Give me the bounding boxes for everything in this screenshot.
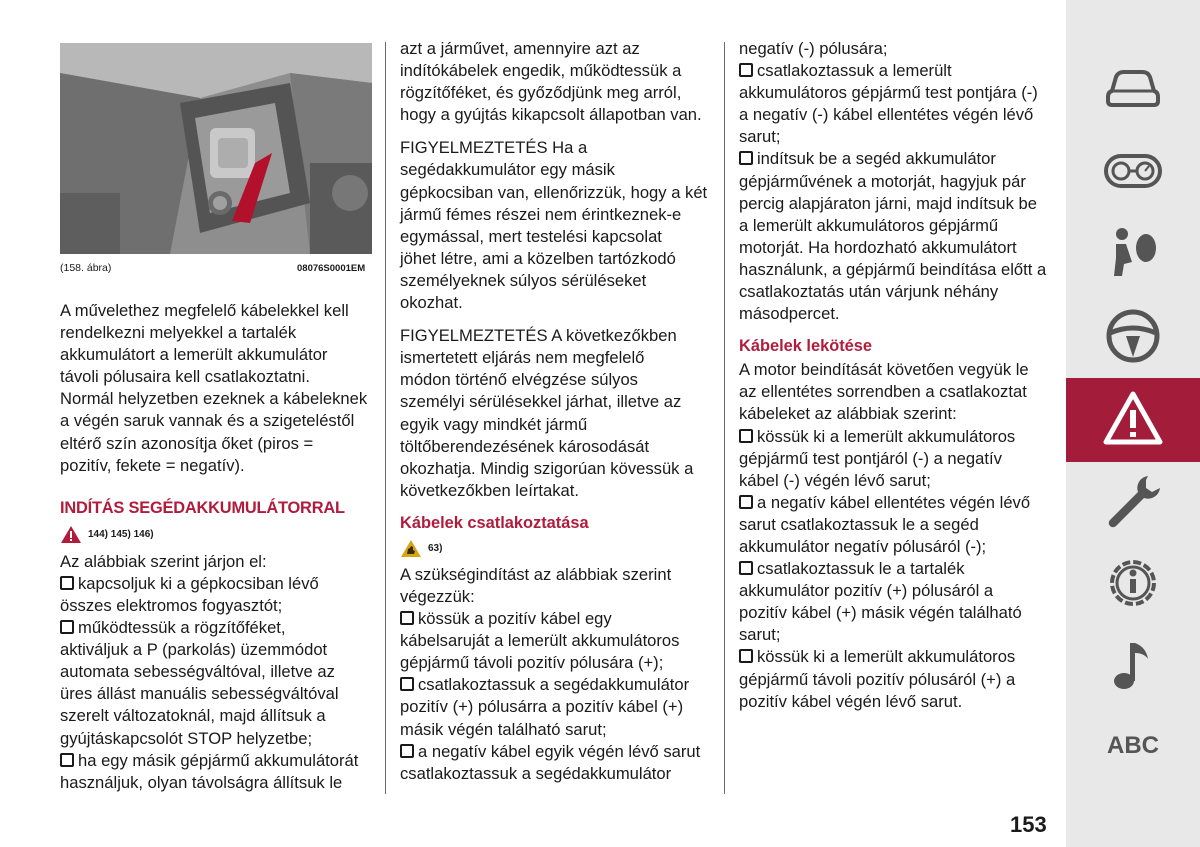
list-item: ha egy másik gépjármű akkumulátorát (60, 750, 375, 772)
text-line: okozhat. (400, 293, 463, 313)
text-line: jármű fémes részei nem érintkeznek-e (400, 204, 682, 224)
caution-hand-icon (400, 539, 422, 558)
text-line: sarut csatlakoztassuk le a segéd (739, 514, 979, 534)
column-2 (400, 38, 715, 785)
subheading-connect: Kábelek csatlakoztatása (400, 513, 589, 532)
text-line: töltőberendezésének károsodását (400, 436, 650, 456)
page-number: 153 (1010, 812, 1047, 837)
text-line: sarut; (739, 127, 781, 147)
text-line: motorját. Ha hordozható akkumulátort (739, 237, 1017, 257)
subheading-disconnect: Kábelek lekötése (739, 337, 873, 356)
text-line: végezzük: (400, 586, 475, 606)
checkbox-bullet-icon (60, 753, 74, 767)
text-line: rögzítőféket, és győződjünk meg arról, (400, 83, 682, 103)
text-line: pozitív kábel végén lévő sarut. (739, 691, 963, 711)
text-line: használjuk, olyan távolságra állítsuk le (60, 772, 343, 792)
steering-wheel-icon[interactable] (1102, 305, 1164, 367)
intro-line: A művelethez megfelelő kábelekkel kell (60, 301, 349, 320)
list-item: a negatív kábel egyik végén lévő sarut (400, 741, 715, 763)
text-line: gépjárművének a motorját, hagyjuk pár (739, 171, 1026, 191)
text-line: hogy a gyújtás kikapcsolt állapotban van. (400, 105, 702, 125)
text-line: üres állást manuális sebességváltóval (60, 684, 339, 704)
column-1 (60, 300, 375, 794)
warning-triangle-icon[interactable] (1102, 388, 1164, 450)
text-line: Az alábbiak szerint járjon el: (60, 551, 267, 571)
text-line: ismertetett eljárás nem megfelelő (400, 348, 645, 368)
text-line: pozitív (+) pólusárra a pozitív kábel (+) (400, 697, 684, 717)
text-line: gépjármű távoli pozitív pólusára (+); (400, 653, 664, 673)
text-line: az ellentétes sorrendben a csatlakoztat (739, 382, 1027, 402)
list-item: csatlakoztassuk a lemerült (739, 60, 1059, 82)
text-line: negatív (-) pólusára; (739, 39, 888, 58)
checkbox-bullet-icon (400, 744, 414, 758)
text-line: másodpercet. (739, 304, 840, 324)
text-line: gyújtáskapcsolót STOP helyzetbe; (60, 728, 313, 748)
section-title: INDÍTÁS SEGÉDAKKUMULÁTORRAL (60, 498, 345, 517)
text-line: egyik vagy mindkét jármű (400, 414, 588, 434)
text-line: szerelt változatoknál, majd állítsuk a (60, 706, 326, 726)
warning-references (60, 523, 375, 547)
airbag-icon[interactable] (1102, 222, 1164, 284)
text-line: kábel (-) végén lévő sarut; (739, 470, 931, 490)
column-3 (739, 38, 1059, 713)
text-line: FIGYELMEZTETÉS A következőkben (400, 326, 677, 346)
text-line: A motor beindítását követően vegyük le (739, 360, 1029, 380)
battery-compartment-illustration (60, 43, 372, 254)
intro-line: távoli pólusaira kell csatlakoztatni. (60, 367, 310, 387)
text-line: okozhatja. Mindig szigorúan kövessük a (400, 458, 694, 478)
list-item: a negatív kábel ellentétes végén lévő (739, 492, 1059, 514)
list-item: kapcsoljuk ki a gépkocsiban lévő (60, 573, 375, 595)
checkbox-bullet-icon (739, 151, 753, 165)
text-line: gépjármű test pontjáról (-) a negatív (739, 448, 1002, 468)
checkbox-bullet-icon (400, 677, 414, 691)
text-line: csatlakoztassuk a segédakkumulátor (400, 763, 672, 783)
checkbox-bullet-icon (400, 611, 414, 625)
figure-caption: (158. ábra) (60, 262, 112, 274)
column-divider (724, 42, 725, 794)
text-line: akkumulátor negatív pólusáról (-); (739, 536, 987, 556)
text-line: használunk, a gépjármű beindítása előtt a (739, 259, 1047, 279)
text-line: sarut; (739, 625, 781, 645)
intro-line: a végén saruk vannak és a szigeteléstől (60, 411, 355, 431)
music-note-icon[interactable] (1102, 635, 1164, 697)
text-line: aktiváljuk a P (parkolás) üzemmódot (60, 640, 328, 660)
text-line: pozitív kábel (+) másik végén található (739, 603, 1022, 623)
text-line: módon történő elvégzése súlyos (400, 370, 638, 390)
intro-line: akkumulátort a lemerült akkumulátor (60, 345, 328, 365)
text-line: azt a járművet, amennyire azt az (400, 39, 640, 58)
intro-line: rendelkezni melyekkel a tartalék (60, 323, 297, 343)
text-line: percig alapjáraton járni, majd indítsuk be (739, 193, 1037, 213)
intro-line: eltérő szín azonosítja őket (piros = (60, 433, 314, 453)
list-item: kössük ki a lemerült akkumulátoros (739, 426, 1059, 448)
text-line: indítókábelek engedik, működtessük a (400, 61, 682, 81)
text-line: kábeleket az alábbiak szerint: (739, 404, 957, 424)
text-line: akkumulátor pozitív (+) pólusáról a (739, 581, 994, 601)
list-item: működtessük a rögzítőféket, (60, 617, 375, 639)
checkbox-bullet-icon (739, 429, 753, 443)
checkbox-bullet-icon (739, 495, 753, 509)
text-line: következőkben leírtakat. (400, 480, 579, 500)
caution-reference (400, 537, 715, 561)
text-line: jöhet létre, ami a közelben tartózkodó (400, 248, 676, 268)
dashboard-icon[interactable] (1102, 140, 1164, 202)
chapter-sidebar (1066, 0, 1200, 847)
list-item: kössük a pozitív kábel egy (400, 608, 715, 630)
text-line: a negatív (-) kábel ellentétes végén lévő (739, 105, 1034, 125)
warning-ref-numbers: 144) 145) 146) (88, 529, 154, 541)
text-line: egymással, mert testelési kapcsolat (400, 226, 662, 246)
list-item: kössük ki a lemerült akkumulátoros (739, 646, 1059, 668)
checkbox-bullet-icon (60, 576, 74, 590)
warning-triangle-icon (60, 525, 82, 544)
list-item: csatlakoztassuk a segédakkumulátor (400, 674, 715, 696)
text-line: FIGYELMEZTETÉS Ha a (400, 138, 588, 158)
checkbox-bullet-icon (739, 561, 753, 575)
info-gear-icon[interactable] (1102, 552, 1164, 614)
text-line: gépkocsiban van, ellenőrizzük, hogy a két (400, 182, 708, 202)
sidebar-abc-label[interactable]: ABC (1107, 732, 1159, 759)
text-line: segédakkumulátor egy másik (400, 160, 615, 180)
text-line: csatlakoztatás után várjunk néhány (739, 282, 999, 302)
text-line: akkumulátoros gépjármű test pontjára (-) (739, 83, 1038, 103)
figure-image (60, 43, 372, 254)
text-line: személyi sérülésekkel járhat, illetve az (400, 392, 682, 412)
text-line: A szükségindítást az alábbiak szerint (400, 564, 672, 584)
wrench-icon[interactable] (1102, 470, 1164, 532)
text-line: a lemerült akkumulátoros gépjármű (739, 215, 999, 235)
column-divider (385, 42, 386, 794)
caution-ref-number: 63) (428, 543, 443, 555)
car-icon[interactable] (1102, 55, 1164, 117)
checkbox-bullet-icon (739, 63, 753, 77)
text-line: személyeknek súlyos sérüléseket (400, 270, 647, 290)
list-item: csatlakoztassuk le a tartalék (739, 558, 1059, 580)
list-item: indítsuk be a segéd akkumulátor (739, 148, 1059, 170)
text-line: automata sebességváltóval, illetve az (60, 662, 335, 682)
intro-line: Normál helyzetben ezeknek a kábeleknek (60, 389, 368, 409)
intro-line: pozitív, fekete = negatív). (60, 455, 245, 475)
text-line: másik végén található sarut; (400, 719, 607, 739)
checkbox-bullet-icon (60, 620, 74, 634)
text-line: gépjármű távoli pozitív pólusáról (+) a (739, 669, 1016, 689)
text-line: összes elektromos fogyasztót; (60, 595, 283, 615)
checkbox-bullet-icon (739, 649, 753, 663)
figure-code: 08076S0001EM (297, 263, 366, 274)
text-line: kábelsaruját a lemerült akkumulátoros (400, 631, 680, 651)
